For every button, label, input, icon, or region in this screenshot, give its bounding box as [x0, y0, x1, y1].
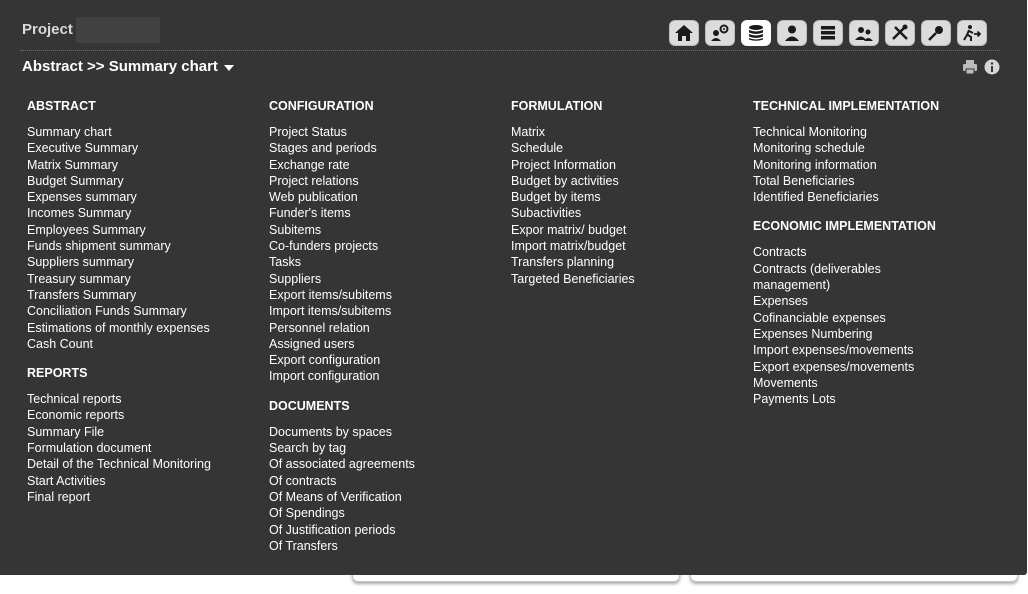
print-icon[interactable]	[962, 59, 978, 75]
menu-item[interactable]: Detail of the Technical Monitoring	[27, 457, 211, 472]
home-button[interactable]	[669, 20, 699, 46]
menu-section	[27, 365, 267, 505]
section-title: ECONOMIC IMPLEMENTATION	[753, 219, 936, 234]
project-selector[interactable]	[76, 17, 160, 43]
menu-item[interactable]: Personnel relation	[269, 320, 370, 335]
menu-item[interactable]: Final report	[27, 489, 91, 504]
menu-item[interactable]: Of contracts	[269, 473, 337, 488]
menu-item[interactable]: Incomes Summary	[27, 206, 132, 221]
menu-item[interactable]: Transfers planning	[511, 255, 615, 270]
exit-button[interactable]	[957, 20, 987, 46]
breadcrumb-text: Abstract >> Summary chart	[22, 58, 218, 75]
menu-item[interactable]: Transfers Summary	[27, 287, 137, 302]
project-label: Project	[22, 21, 73, 38]
menu-item[interactable]: Stages and periods	[269, 141, 377, 156]
menu-item[interactable]: Matrix Summary	[27, 157, 118, 172]
menu-item[interactable]: Import expenses/movements	[753, 343, 914, 358]
menu-item[interactable]: Summary File	[27, 424, 105, 439]
menu-item[interactable]: Funds shipment summary	[27, 239, 171, 254]
menu-section	[753, 218, 953, 407]
header-divider	[20, 50, 1000, 51]
menu-item[interactable]: Documents by spaces	[269, 424, 392, 439]
menu-item[interactable]: Employees Summary	[27, 222, 146, 237]
section-title: DOCUMENTS	[269, 398, 350, 413]
menu-item[interactable]: Export expenses/movements	[753, 359, 915, 374]
stack-icon	[818, 24, 838, 42]
tools-icon	[890, 24, 910, 42]
menu-item[interactable]: Contracts	[753, 245, 807, 260]
menu-section	[269, 398, 509, 554]
menu-section	[511, 98, 751, 287]
stack-button[interactable]	[813, 20, 843, 46]
menu-item[interactable]: Of Transfers	[269, 538, 338, 553]
menu-item[interactable]: Identified Beneficiaries	[753, 190, 879, 205]
menu-item[interactable]: Estimations of monthly expenses	[27, 320, 210, 335]
menu-item[interactable]: Schedule	[511, 141, 564, 156]
menu-item[interactable]: Formulation document	[27, 441, 152, 456]
info-icon[interactable]	[984, 59, 1000, 75]
menu-item[interactable]: Project Status	[269, 125, 347, 139]
menu-item[interactable]: Matrix	[511, 125, 546, 139]
menu-item[interactable]: Of associated agreements	[269, 457, 415, 472]
menu-section	[27, 98, 267, 352]
menu-column	[269, 98, 509, 554]
menu-item[interactable]: Tasks	[269, 255, 301, 270]
menu-item[interactable]: Of Means of Verification	[269, 489, 402, 504]
menu-item[interactable]: Of Justification periods	[269, 522, 396, 537]
menu-item[interactable]: Suppliers	[269, 271, 322, 286]
menu-column	[27, 98, 267, 505]
menu-section	[753, 98, 953, 205]
menu-item[interactable]: Summary chart	[27, 125, 112, 139]
menu-section	[269, 98, 509, 385]
menu-item[interactable]: Technical reports	[27, 392, 122, 407]
menu-item[interactable]: Executive Summary	[27, 141, 139, 156]
menu-item[interactable]: Monitoring information	[753, 157, 877, 172]
breadcrumb[interactable]	[22, 58, 234, 75]
section-title: TECHNICAL IMPLEMENTATION	[753, 99, 940, 113]
menu-item[interactable]: Expenses summary	[27, 190, 137, 205]
menu-item[interactable]: Exchange rate	[269, 157, 350, 172]
menu-item[interactable]: Expenses Numbering	[753, 326, 873, 341]
menu-item[interactable]: Budget by activities	[511, 173, 619, 188]
menu-item[interactable]: Cofinanciable expenses	[753, 310, 886, 325]
section-title: FORMULATION	[511, 99, 603, 113]
user-icon	[782, 24, 802, 42]
menu-item[interactable]: Funder's items	[269, 206, 351, 221]
menu-item[interactable]: Conciliation Funds Summary	[27, 304, 187, 319]
database-button[interactable]	[741, 20, 771, 46]
menu-item[interactable]: Targeted Beneficiaries	[511, 271, 635, 286]
section-title: REPORTS	[27, 366, 88, 381]
menu-item[interactable]: Suppliers summary	[27, 255, 134, 270]
menu-item[interactable]: Technical Monitoring	[753, 125, 867, 139]
menu-item[interactable]: Budget by items	[511, 190, 601, 205]
menu-item[interactable]: Subactivities	[511, 206, 582, 221]
menu-item[interactable]: Import configuration	[269, 369, 380, 384]
users-settings-button[interactable]	[705, 20, 735, 46]
menu-item[interactable]: Economic reports	[27, 408, 125, 423]
menu-item[interactable]: Start Activities	[27, 473, 106, 488]
menu-item[interactable]: Import items/subitems	[269, 304, 392, 319]
group-button[interactable]	[849, 20, 879, 46]
section-title: CONFIGURATION	[269, 99, 374, 113]
menu-item[interactable]: Export configuration	[269, 353, 381, 368]
menu-item[interactable]: Project Information	[511, 157, 616, 172]
menu-item[interactable]: Movements	[753, 375, 818, 390]
menu-item[interactable]: Project relations	[269, 173, 359, 188]
users-settings-icon	[710, 24, 730, 42]
user-button[interactable]	[777, 20, 807, 46]
key-button[interactable]	[921, 20, 951, 46]
menu-column	[753, 98, 953, 407]
menu-item[interactable]: Cash Count	[27, 336, 94, 351]
menu-item[interactable]: Subitems	[269, 222, 322, 237]
menu-item[interactable]: Co-funders projects	[269, 239, 379, 254]
main-toolbar	[669, 20, 987, 46]
menu-item[interactable]: Budget Summary	[27, 173, 124, 188]
chevron-down-icon	[224, 65, 234, 71]
section-title: ABSTRACT	[27, 99, 96, 113]
exit-icon	[962, 24, 982, 42]
tools-button[interactable]	[885, 20, 915, 46]
key-icon	[926, 24, 946, 42]
menu-item[interactable]: Search by tag	[269, 441, 347, 456]
menu-item[interactable]: Total Beneficiaries	[753, 173, 855, 188]
menu-item[interactable]: Treasury summary	[27, 271, 131, 286]
menu-item[interactable]: Web publication	[269, 190, 358, 205]
menu-item[interactable]: Import matrix/budget	[511, 239, 626, 254]
menu-item[interactable]: Payments Lots	[753, 392, 836, 407]
menu-item[interactable]: Expenses	[753, 294, 808, 309]
menu-item[interactable]: Monitoring schedule	[753, 141, 865, 156]
database-icon	[746, 24, 766, 42]
menu-item[interactable]: Contracts (deliverables management)	[753, 261, 881, 293]
menu-item[interactable]: Export items/subitems	[269, 287, 392, 302]
group-icon	[854, 24, 874, 42]
menu-item[interactable]: Expor matrix/ budget	[511, 222, 627, 237]
menu-item[interactable]: Assigned users	[269, 336, 355, 351]
menu-column	[511, 98, 751, 287]
menu-item[interactable]: Of Spendings	[269, 506, 345, 521]
home-icon	[674, 24, 694, 42]
